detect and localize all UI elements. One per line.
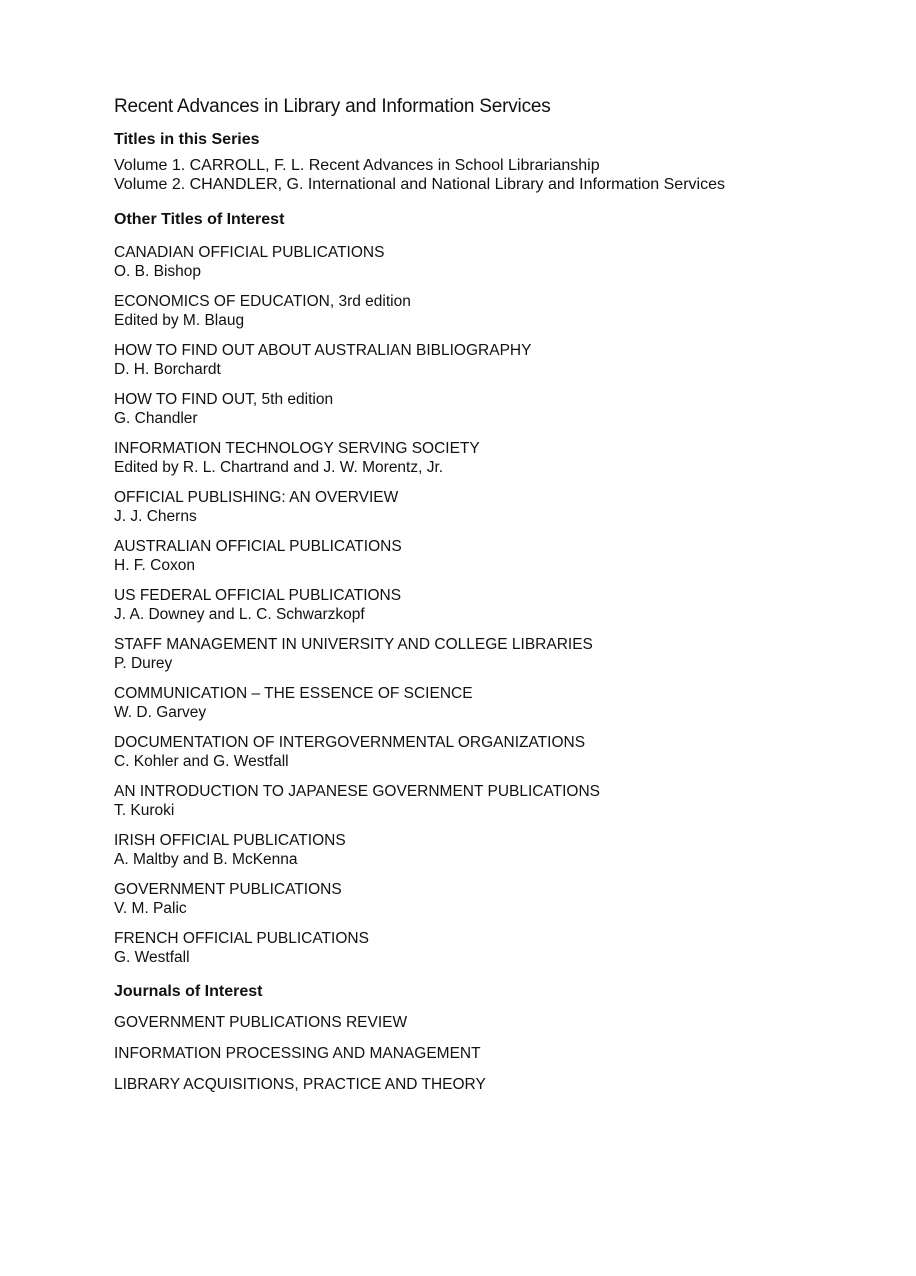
other-titles-heading: Other Titles of Interest [114,211,285,228]
journal-item: GOVERNMENT PUBLICATIONS REVIEW [114,1014,408,1031]
volume-list [114,156,814,194]
entry-author: C. Kohler and G. Westfall [114,753,289,770]
volume-item: Volume 1. CARROLL, F. L. Recent Advances in School Librarianship [114,157,600,174]
entry-title: INFORMATION TECHNOLOGY SERVING SOCIETY [114,440,480,457]
title-entry [114,488,814,526]
journals-heading: Journals of Interest [114,983,263,1000]
entry-title: FRENCH OFFICIAL PUBLICATIONS [114,930,369,947]
entry-title: COMMUNICATION – THE ESSENCE OF SCIENCE [114,685,473,702]
title-entry [114,684,814,722]
title-entry [114,390,814,428]
entry-title: GOVERNMENT PUBLICATIONS [114,881,342,898]
title-entry [114,243,814,281]
title-entry [114,537,814,575]
volume-item: Volume 2. CHANDLER, G. International and National Library and Information Services [114,176,725,193]
entry-author: A. Maltby and B. McKenna [114,851,298,868]
title-entry [114,635,814,673]
entry-author: W. D. Garvey [114,704,207,721]
entry-author: D. H. Borchardt [114,361,221,378]
entry-title: CANADIAN OFFICIAL PUBLICATIONS [114,244,385,261]
title-entry [114,733,814,771]
entry-title: AN INTRODUCTION TO JAPANESE GOVERNMENT PUBLICATIONS [114,783,601,800]
entry-title: OFFICIAL PUBLISHING: AN OVERVIEW [114,489,399,506]
entry-title: ECONOMICS OF EDUCATION, 3rd edition [114,293,411,310]
entry-title: HOW TO FIND OUT, 5th edition [114,391,334,408]
other-titles-list [114,243,814,967]
title-entry [114,782,814,820]
entry-title: STAFF MANAGEMENT IN UNIVERSITY AND COLLEGE LIBRARIES [114,636,593,653]
page-content [114,96,814,1106]
entry-author: J. J. Cherns [114,508,197,525]
journal-list [114,1013,814,1094]
title-entry [114,831,814,869]
entry-author: P. Durey [114,655,173,672]
entry-title: IRISH OFFICIAL PUBLICATIONS [114,832,346,849]
entry-title: HOW TO FIND OUT ABOUT AUSTRALIAN BIBLIOGRAPHY [114,342,532,359]
entry-author: J. A. Downey and L. C. Schwarzkopf [114,606,365,623]
title-entry [114,929,814,967]
entry-author: G. Westfall [114,949,190,966]
entry-title: US FEDERAL OFFICIAL PUBLICATIONS [114,587,402,604]
title-entry [114,880,814,918]
journal-item: INFORMATION PROCESSING AND MANAGEMENT [114,1045,481,1062]
entry-title: AUSTRALIAN OFFICIAL PUBLICATIONS [114,538,402,555]
title-entry [114,586,814,624]
titles-in-series-heading: Titles in this Series [114,131,260,148]
entry-author: O. B. Bishop [114,263,202,280]
series-title: Recent Advances in Library and Information Services [114,96,551,117]
entry-author: Edited by M. Blaug [114,312,245,329]
entry-author: G. Chandler [114,410,198,427]
title-entry [114,292,814,330]
entry-title: DOCUMENTATION OF INTERGOVERNMENTAL ORGANIZATIONS [114,734,586,751]
entry-author: T. Kuroki [114,802,175,819]
entry-author: V. M. Palic [114,900,187,917]
entry-author: Edited by R. L. Chartrand and J. W. Morentz, Jr. [114,459,444,476]
title-entry [114,341,814,379]
entry-author: H. F. Coxon [114,557,195,574]
journal-item: LIBRARY ACQUISITIONS, PRACTICE AND THEORY [114,1076,486,1093]
title-entry [114,439,814,477]
